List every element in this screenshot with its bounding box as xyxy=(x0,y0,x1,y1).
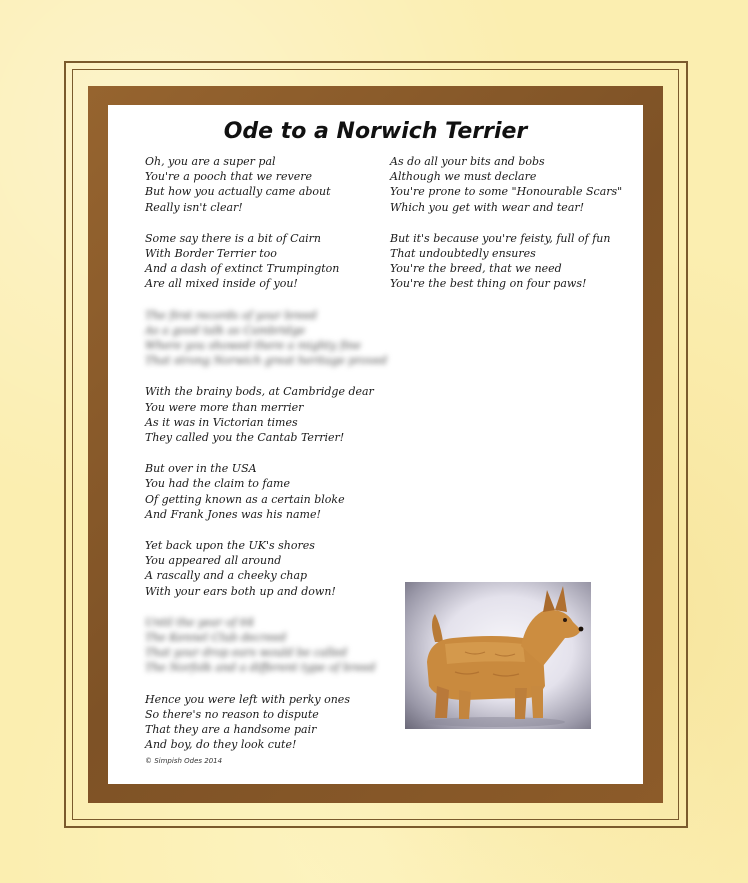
poem-line: That they are a handsome pair xyxy=(145,723,317,737)
poem-stanza xyxy=(145,538,385,599)
poem-line: That undoubtedly ensures xyxy=(390,247,536,261)
poem-line: A rascally and a cheeky chap xyxy=(145,569,308,583)
poem-line: That strong Norwich great heritage proved xyxy=(145,354,388,368)
poem-line: You're a pooch that we revere xyxy=(145,170,313,184)
poem-line: Hence you were left with perky ones xyxy=(145,692,350,706)
poem-line: You're prone to some "Honourable Scars" xyxy=(390,185,623,199)
poem-line: Some say there is a bit of Cairn xyxy=(145,231,322,245)
poem-stanza xyxy=(390,231,630,292)
poem-line: But it's because you're feisty, full of fun xyxy=(390,231,611,245)
poem-line: You appeared all around xyxy=(145,554,282,568)
poem-line: You're the best thing on four paws! xyxy=(390,277,587,291)
poem-line: With your ears both up and down! xyxy=(145,584,336,598)
blurred-stanza xyxy=(145,308,388,369)
poem-line: But over in the USA xyxy=(145,462,257,476)
copyright-text: © Simpish Odes 2014 xyxy=(145,757,223,765)
terrier-photo xyxy=(405,582,591,729)
poem-line: You're the breed, that we need xyxy=(390,262,562,276)
poem-line: The first records of your breed xyxy=(145,308,317,322)
poem-line: Are all mixed inside of you! xyxy=(145,277,298,291)
poem-line: Of getting known as a certain bloke xyxy=(145,492,345,506)
poem-line: They called you the Cantab Terrier! xyxy=(145,431,345,445)
poem-right-column xyxy=(390,154,630,308)
poem-line: But how you actually came about xyxy=(145,185,331,199)
poem-stanza xyxy=(145,692,385,753)
poem-line: And boy, do they look cute! xyxy=(145,738,297,752)
poem-line: Which you get with wear and tear! xyxy=(390,200,585,214)
poem-line: With Border Terrier too xyxy=(145,247,277,261)
poem-line: Really isn't clear! xyxy=(145,200,243,214)
poem-line: As do all your bits and bobs xyxy=(390,155,545,168)
poem-line: Oh, you are a super pal xyxy=(145,155,276,168)
poem-line: Yet back upon the UK's shores xyxy=(145,539,315,553)
poem-left-column xyxy=(145,154,388,769)
poem-line: And Frank Jones was his name! xyxy=(145,507,321,521)
poem-line: As a good talk as Cambridge xyxy=(145,323,306,337)
blurred-stanza xyxy=(145,615,385,676)
poem-line: Where you showed there a mighty fine xyxy=(145,339,361,353)
poem-line: You were more than merrier xyxy=(145,400,304,414)
poem-line: Although we must declare xyxy=(390,170,537,184)
poem-line: The Norfolk and a different type of breed xyxy=(145,661,376,675)
poem-line: So there's no reason to dispute xyxy=(145,707,319,721)
poem-stanza xyxy=(145,231,385,292)
poem-line: That your drop ears would be called xyxy=(145,646,348,660)
poem-line: And a dash of extinct Trumpington xyxy=(145,262,340,276)
poem-line: The Kennel Club decreed xyxy=(145,631,287,645)
poem-stanza xyxy=(390,154,630,215)
poem-line: Until the year of 64 xyxy=(145,615,255,629)
poem-title: Ode to a Norwich Terrier xyxy=(223,119,528,144)
poem-stanza xyxy=(145,154,385,215)
poem-line: As it was in Victorian times xyxy=(145,415,298,429)
poem-line: You had the claim to fame xyxy=(145,477,290,491)
poem-stanza xyxy=(145,384,385,445)
poem-paper xyxy=(108,105,643,784)
dog-icon xyxy=(405,582,591,729)
poem-stanza xyxy=(145,461,385,522)
poem-line: With the brainy bods, at Cambridge dear xyxy=(145,385,374,399)
